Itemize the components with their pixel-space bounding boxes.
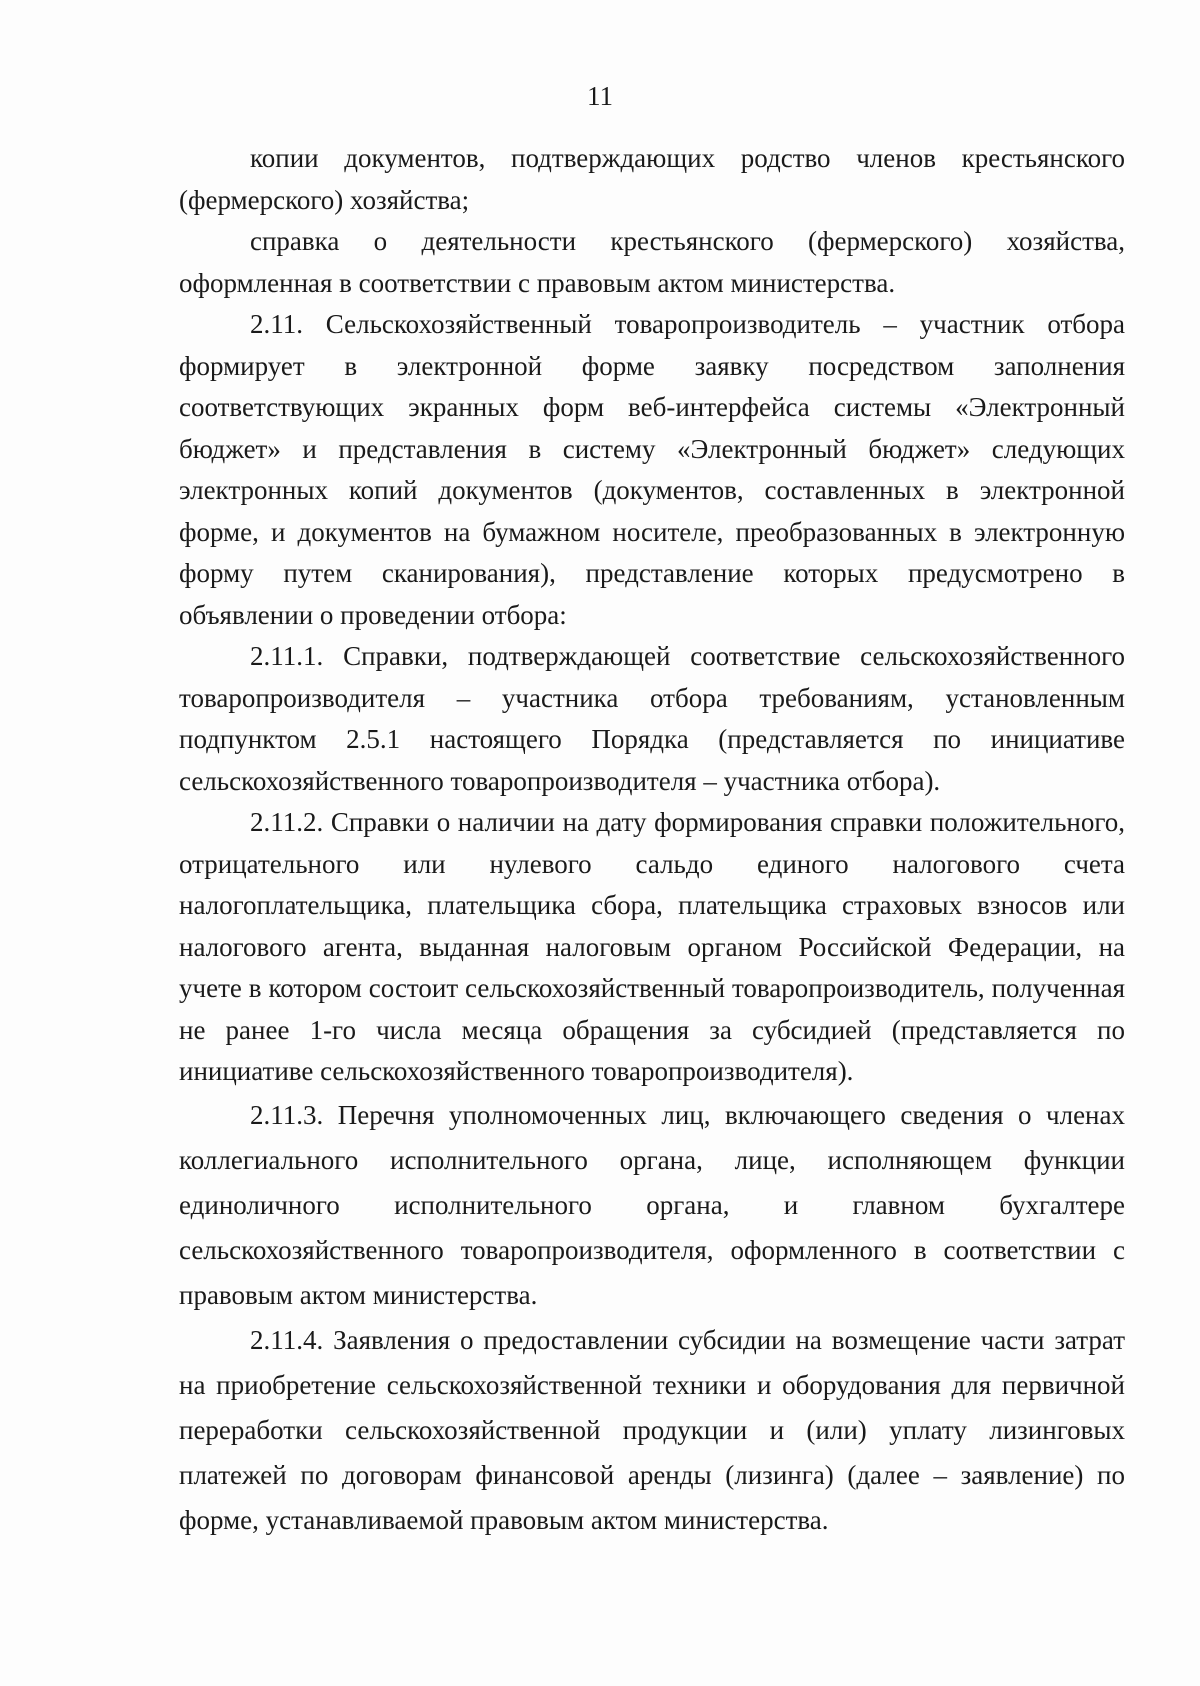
paragraph-2-11: 2.11. Сельскохозяйственный товаропроизводитель – участник отбора формирует в электронной форме заявку посредством заполнения соответствующих экранных форм веб-интерфейса системы «Электронный бюджет» и представления в систему «Электронный бюджет» следующих электронных копий документов (документов, составленных в электронной форме, и документов на бумажном носителе, преобразованных в электронную форму путем сканирования), представление которых предусмотрено в объявлении о проведении отбора: bbox=[179, 309, 1125, 630]
page-number: 11 bbox=[587, 81, 613, 111]
paragraph-kinship-documents: копии документов, подтверждающих родство членов крестьянского (фермерского) хозяйства; bbox=[179, 143, 1125, 215]
document-body bbox=[179, 138, 1125, 1543]
paragraph-farm-activity-certificate: справка о деятельности крестьянского (фермерского) хозяйства, оформленная в соответствии с правовым актом министерства. bbox=[179, 226, 1125, 298]
paragraph-2-11-4: 2.11.4. Заявления о предоставлении субсидии на возмещение части затрат на приобретение сельскохозяйственной техники и оборудования для первичной переработки сельскохозяйственной продукции и (или) уплату лизинговых платежей по договорам финансовой аренды (лизинга) (далее – заявление) по форме, устанавливаемой правовым актом министерства. bbox=[179, 1324, 1125, 1535]
paragraph-2-11-1: 2.11.1. Справки, подтверждающей соответствие сельскохозяйственного товаропроизводителя – участника отбора требованиям, установленным подпунктом 2.5.1 настоящего Порядка (представляется по инициативе сельскохозяйственного товаропроизводителя – участника отбора). bbox=[179, 641, 1125, 796]
paragraph-2-11-3: 2.11.3. Перечня уполномоченных лиц, включающего сведения о членах коллегиального исполнительного органа, лице, исполняющем функции единоличного исполнительного органа, и главном бухгалтере сельскохозяйственного товаропроизводителя, оформленного в соответствии с правовым актом министерства. bbox=[179, 1099, 1125, 1310]
paragraph-2-11-2: 2.11.2. Справки о наличии на дату формирования справки положительного, отрицательного или нулевого сальдо единого налогового счета налогоплательщика, плательщика сбора, плательщика страховых взносов или налогового агента, выданная налоговым органом Российской Федерации, на учете в котором состоит сельскохозяйственный товаропроизводитель, полученная не ранее 1-го числа месяца обращения за субсидией (представляется по инициативе сельскохозяйственного товаропроизводителя). bbox=[179, 807, 1125, 1086]
